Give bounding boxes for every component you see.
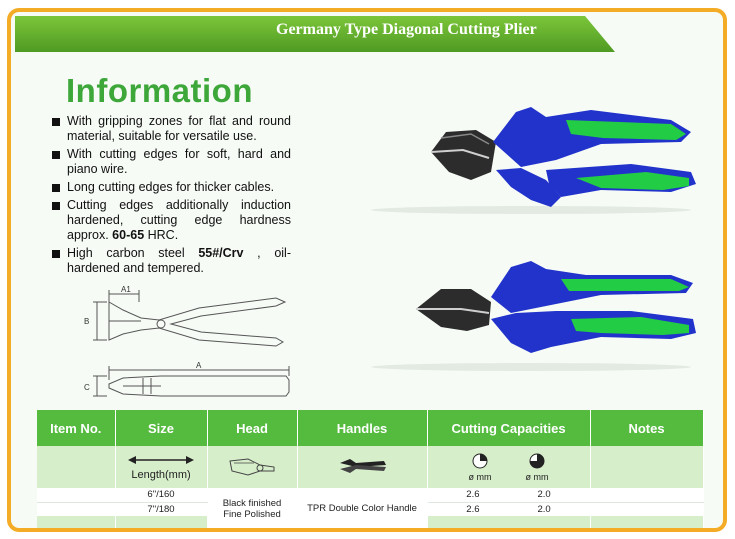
feature-item: With gripping zones for flat and round material, suitable for versatile use. bbox=[51, 114, 291, 144]
hard-wire-icon bbox=[529, 453, 545, 469]
page-frame bbox=[7, 8, 727, 532]
col-size: Size bbox=[115, 410, 207, 446]
plier-head-icon bbox=[226, 453, 278, 479]
info-heading: Information bbox=[66, 72, 253, 109]
cap1-cell: 2.6 bbox=[466, 503, 480, 515]
feature-item: With cutting edges for soft, hard and piano wire. bbox=[51, 147, 291, 177]
cap1-cell: 2.6 bbox=[466, 489, 480, 501]
cap2-cell: 2.0 bbox=[537, 489, 551, 501]
head-finish-line2: Fine Polished bbox=[223, 508, 281, 520]
feature-item: Long cutting edges for thicker cables. bbox=[51, 180, 291, 195]
cap2-label: ø mm bbox=[525, 471, 549, 482]
double-arrow-icon bbox=[126, 454, 196, 466]
head-finish-line1: Black finished bbox=[222, 497, 282, 509]
table-header-row bbox=[37, 410, 703, 446]
label-a1: A1 bbox=[121, 285, 131, 294]
feature-item: Cutting edges additionally induction hardened, cutting edge hardness approx. 60-65 HRC. bbox=[51, 198, 291, 243]
col-notes: Notes bbox=[590, 410, 703, 446]
icon-row bbox=[37, 446, 703, 488]
col-handles: Handles bbox=[297, 410, 427, 446]
table-row bbox=[37, 488, 703, 502]
soft-wire-icon bbox=[472, 453, 488, 469]
plier-photo-top bbox=[371, 72, 701, 217]
page-title: Germany Type Diagonal Cutting Plier bbox=[276, 21, 537, 38]
label-a: A bbox=[196, 361, 202, 370]
col-item-no: Item No. bbox=[37, 410, 115, 446]
col-cutting-capacities: Cutting Capacities bbox=[427, 410, 590, 446]
cap2-cell: 2.0 bbox=[537, 503, 551, 515]
spec-table-wrap bbox=[37, 410, 703, 531]
feature-item: High carbon steel 55#/Crv , oil-hardened and tempered. bbox=[51, 246, 291, 276]
plier-photo-bottom bbox=[371, 247, 701, 372]
handles-cell: TPR Double Color Handle bbox=[297, 488, 427, 530]
label-b: B bbox=[84, 317, 90, 326]
size-cell: 7"/180 bbox=[115, 502, 207, 516]
col-head: Head bbox=[207, 410, 297, 446]
size-cell: 6"/160 bbox=[115, 488, 207, 502]
length-label: Length(mm) bbox=[131, 468, 191, 481]
label-c: C bbox=[84, 383, 90, 392]
cap1-label: ø mm bbox=[468, 471, 492, 482]
dimension-diagram bbox=[71, 280, 301, 410]
spec-table bbox=[37, 410, 704, 531]
plier-handle-icon bbox=[336, 453, 388, 479]
feature-list bbox=[51, 114, 291, 279]
